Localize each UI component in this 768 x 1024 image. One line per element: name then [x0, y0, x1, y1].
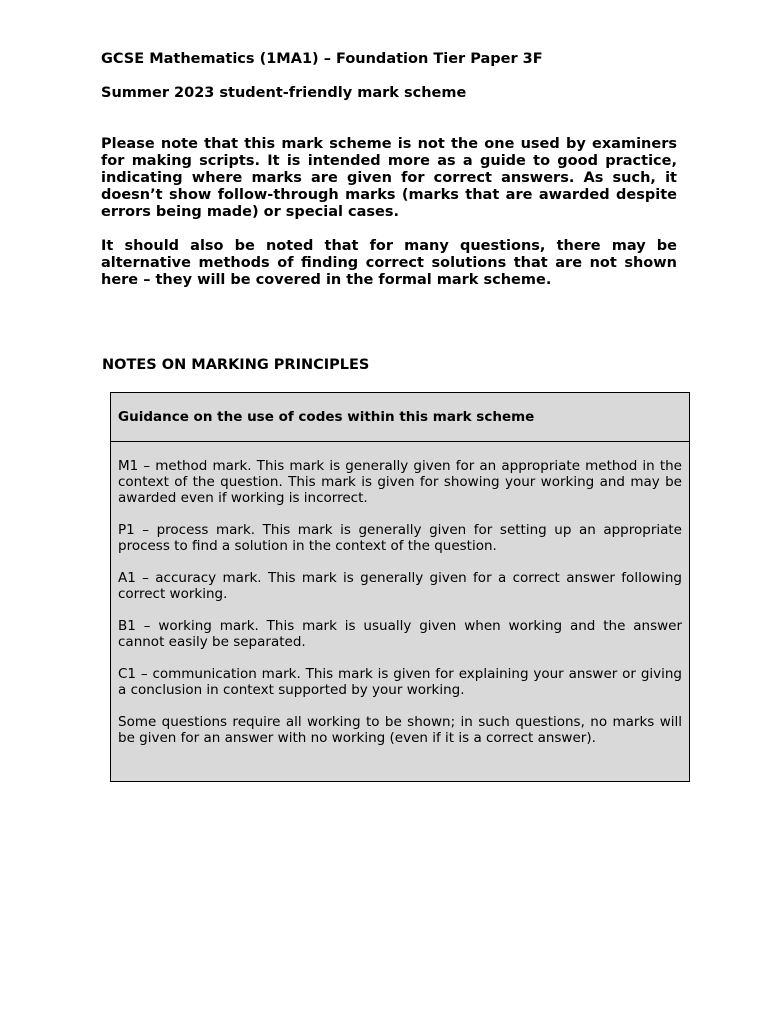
- guidance-item-p1: P1 – process mark. This mark is generally given for setting up an appropriate process to find a solution in the context of the question.: [118, 522, 682, 554]
- intro-paragraph-2: It should also be noted that for many questions, there may be alternative methods of finding correct solutions that are not shown here – they will be covered in the formal mark scheme.: [101, 238, 677, 288]
- section-heading: NOTES ON MARKING PRINCIPLES: [102, 357, 370, 373]
- guidance-box: [110, 392, 690, 782]
- guidance-item-c1: C1 – communication mark. This mark is given for explaining your answer or giving a conclusion in context supported by your working.: [118, 666, 682, 698]
- guidance-box-title: Guidance on the use of codes within this mark scheme: [111, 393, 689, 442]
- document-title: GCSE Mathematics (1MA1) – Foundation Tier Paper 3F: [101, 51, 543, 67]
- guidance-body: [111, 442, 689, 746]
- intro-paragraph-1: Please note that this mark scheme is not the one used by examiners for making scripts. It is intended more as a guide to good practice, indicating where marks are given for correct answers. As such, it doesn’t show follow-through marks (marks that are awarded despite errors being made) or special cases.: [101, 136, 677, 220]
- guidance-item-a1: A1 – accuracy mark. This mark is generally given for a correct answer following correct working.: [118, 570, 682, 602]
- document-subtitle: Summer 2023 student-friendly mark scheme: [101, 85, 467, 101]
- guidance-item-m1: M1 – method mark. This mark is generally given for an appropriate method in the context of the question. This mark is given for showing your working and may be awarded even if working is incorrect.: [118, 458, 682, 506]
- guidance-item-working: Some questions require all working to be shown; in such questions, no marks will be given for an answer with no working (even if it is a correct answer).: [118, 714, 682, 746]
- guidance-item-b1: B1 – working mark. This mark is usually given when working and the answer cannot easily be separated.: [118, 618, 682, 650]
